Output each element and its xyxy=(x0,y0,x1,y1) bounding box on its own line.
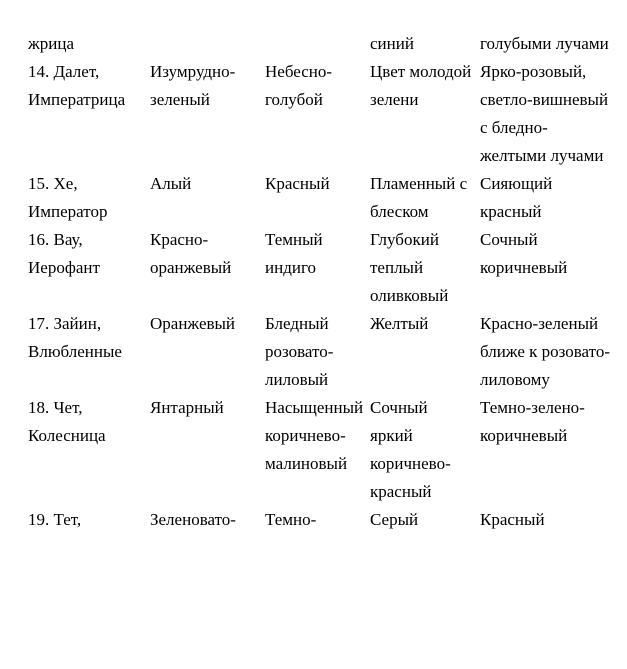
table-cell-princess-scale: Красно-зеленый ближе к розовато-лиловому xyxy=(480,314,611,389)
table-cell-queen-scale: Небесно-голубой xyxy=(265,62,333,109)
table-cell-queen-scale: Красный xyxy=(265,174,330,193)
table-cell-queen-scale: Темный индиго xyxy=(265,230,323,277)
table-cell-king-scale xyxy=(150,30,265,58)
table-row xyxy=(28,30,619,58)
color-scales-table xyxy=(28,30,619,534)
table-cell-princess-scale: Темно-зелено-коричневый xyxy=(480,398,585,445)
table-row xyxy=(28,58,619,170)
table-row xyxy=(28,310,619,394)
table-row xyxy=(28,170,619,226)
table-body xyxy=(28,30,619,534)
table-cell-prince-scale: Глубокий теплый оливковый xyxy=(370,230,449,305)
table-cell-prince-scale: Желтый xyxy=(370,314,429,333)
table-cell-princess-scale: Сочный коричневый xyxy=(480,230,568,277)
table-cell-queen-scale: Бледный розовато-лиловый xyxy=(265,314,334,389)
table-cell-king-scale: Янтарный xyxy=(150,398,224,417)
table-cell-king-scale: Оранжевый xyxy=(150,314,236,333)
table-cell-king-scale: Зеленовато- xyxy=(150,510,236,529)
table-cell-atu-name: 19. Тет, xyxy=(28,510,82,529)
table-cell-queen-scale: Темно- xyxy=(265,510,317,529)
table-cell-king-scale: Алый xyxy=(150,174,192,193)
table-cell-princess-scale: голубыми лучами xyxy=(480,34,609,53)
table-row xyxy=(28,506,619,534)
table-row xyxy=(28,394,619,506)
table-cell-atu-name: 18. Чет, Колесница xyxy=(28,398,106,445)
table-cell-atu-name: 15. Хе, Император xyxy=(28,174,108,221)
table-cell-queen-scale: Насыщенный коричнево-малиновый xyxy=(265,398,364,473)
table-cell-prince-scale: синий xyxy=(370,34,414,53)
table-cell-king-scale: Изумрудно-зеленый xyxy=(150,62,236,109)
table-cell-queen-scale xyxy=(265,30,370,58)
table-cell-atu-name: 14. Далет, Императрица xyxy=(28,62,126,109)
table-cell-prince-scale: Пламенный с блеском xyxy=(370,174,468,221)
table-cell-atu-name: 17. Зайин, Влюбленные xyxy=(28,314,122,361)
table-cell-king-scale: Красно-оранжевый xyxy=(150,230,232,277)
table-cell-prince-scale: Сочный яркий коричнево-красный xyxy=(370,398,451,501)
table-cell-atu-name: 16. Вау, Иерофант xyxy=(28,230,100,277)
table-cell-prince-scale: Цвет молодой зелени xyxy=(370,62,472,109)
table-cell-princess-scale: Сияющий красный xyxy=(480,174,553,221)
table-cell-princess-scale: Ярко-розовый, светло-вишневый с бледно-желтыми лучами xyxy=(480,62,609,165)
table-cell-prince-scale: Серый xyxy=(370,510,419,529)
table-cell-princess-scale: Красный xyxy=(480,510,545,529)
table-row xyxy=(28,226,619,310)
table-cell-atu-name: жрица xyxy=(28,34,74,53)
